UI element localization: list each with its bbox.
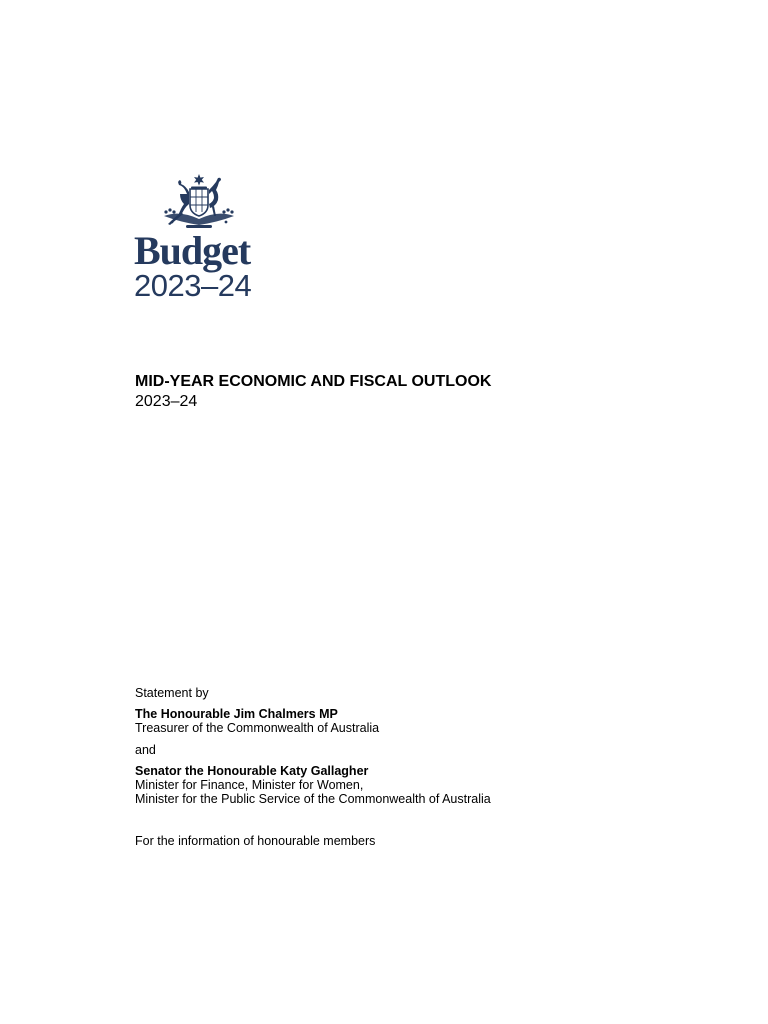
statement-conjunction: and <box>135 743 156 757</box>
coat-of-arms-icon <box>160 172 238 230</box>
person1-name: The Honourable Jim Chalmers MP <box>135 707 338 721</box>
person2-role-1: Minister for Finance, Minister for Women, <box>135 778 364 792</box>
person2-name: Senator the Honourable Katy Gallagher <box>135 764 369 778</box>
document-year: 2023–24 <box>135 393 198 410</box>
budget-year: 2023–24 <box>134 268 252 303</box>
person1-role: Treasurer of the Commonwealth of Australia <box>135 721 380 735</box>
person2-role-2: Minister for the Public Service of the Commonwealth of Australia <box>135 792 491 806</box>
statement-intro: Statement by <box>135 686 209 700</box>
budget-wordmark: Budget <box>134 228 251 273</box>
footer-note: For the information of honourable members <box>135 834 376 848</box>
document-title: MID-YEAR ECONOMIC AND FISCAL OUTLOOK <box>135 373 492 390</box>
